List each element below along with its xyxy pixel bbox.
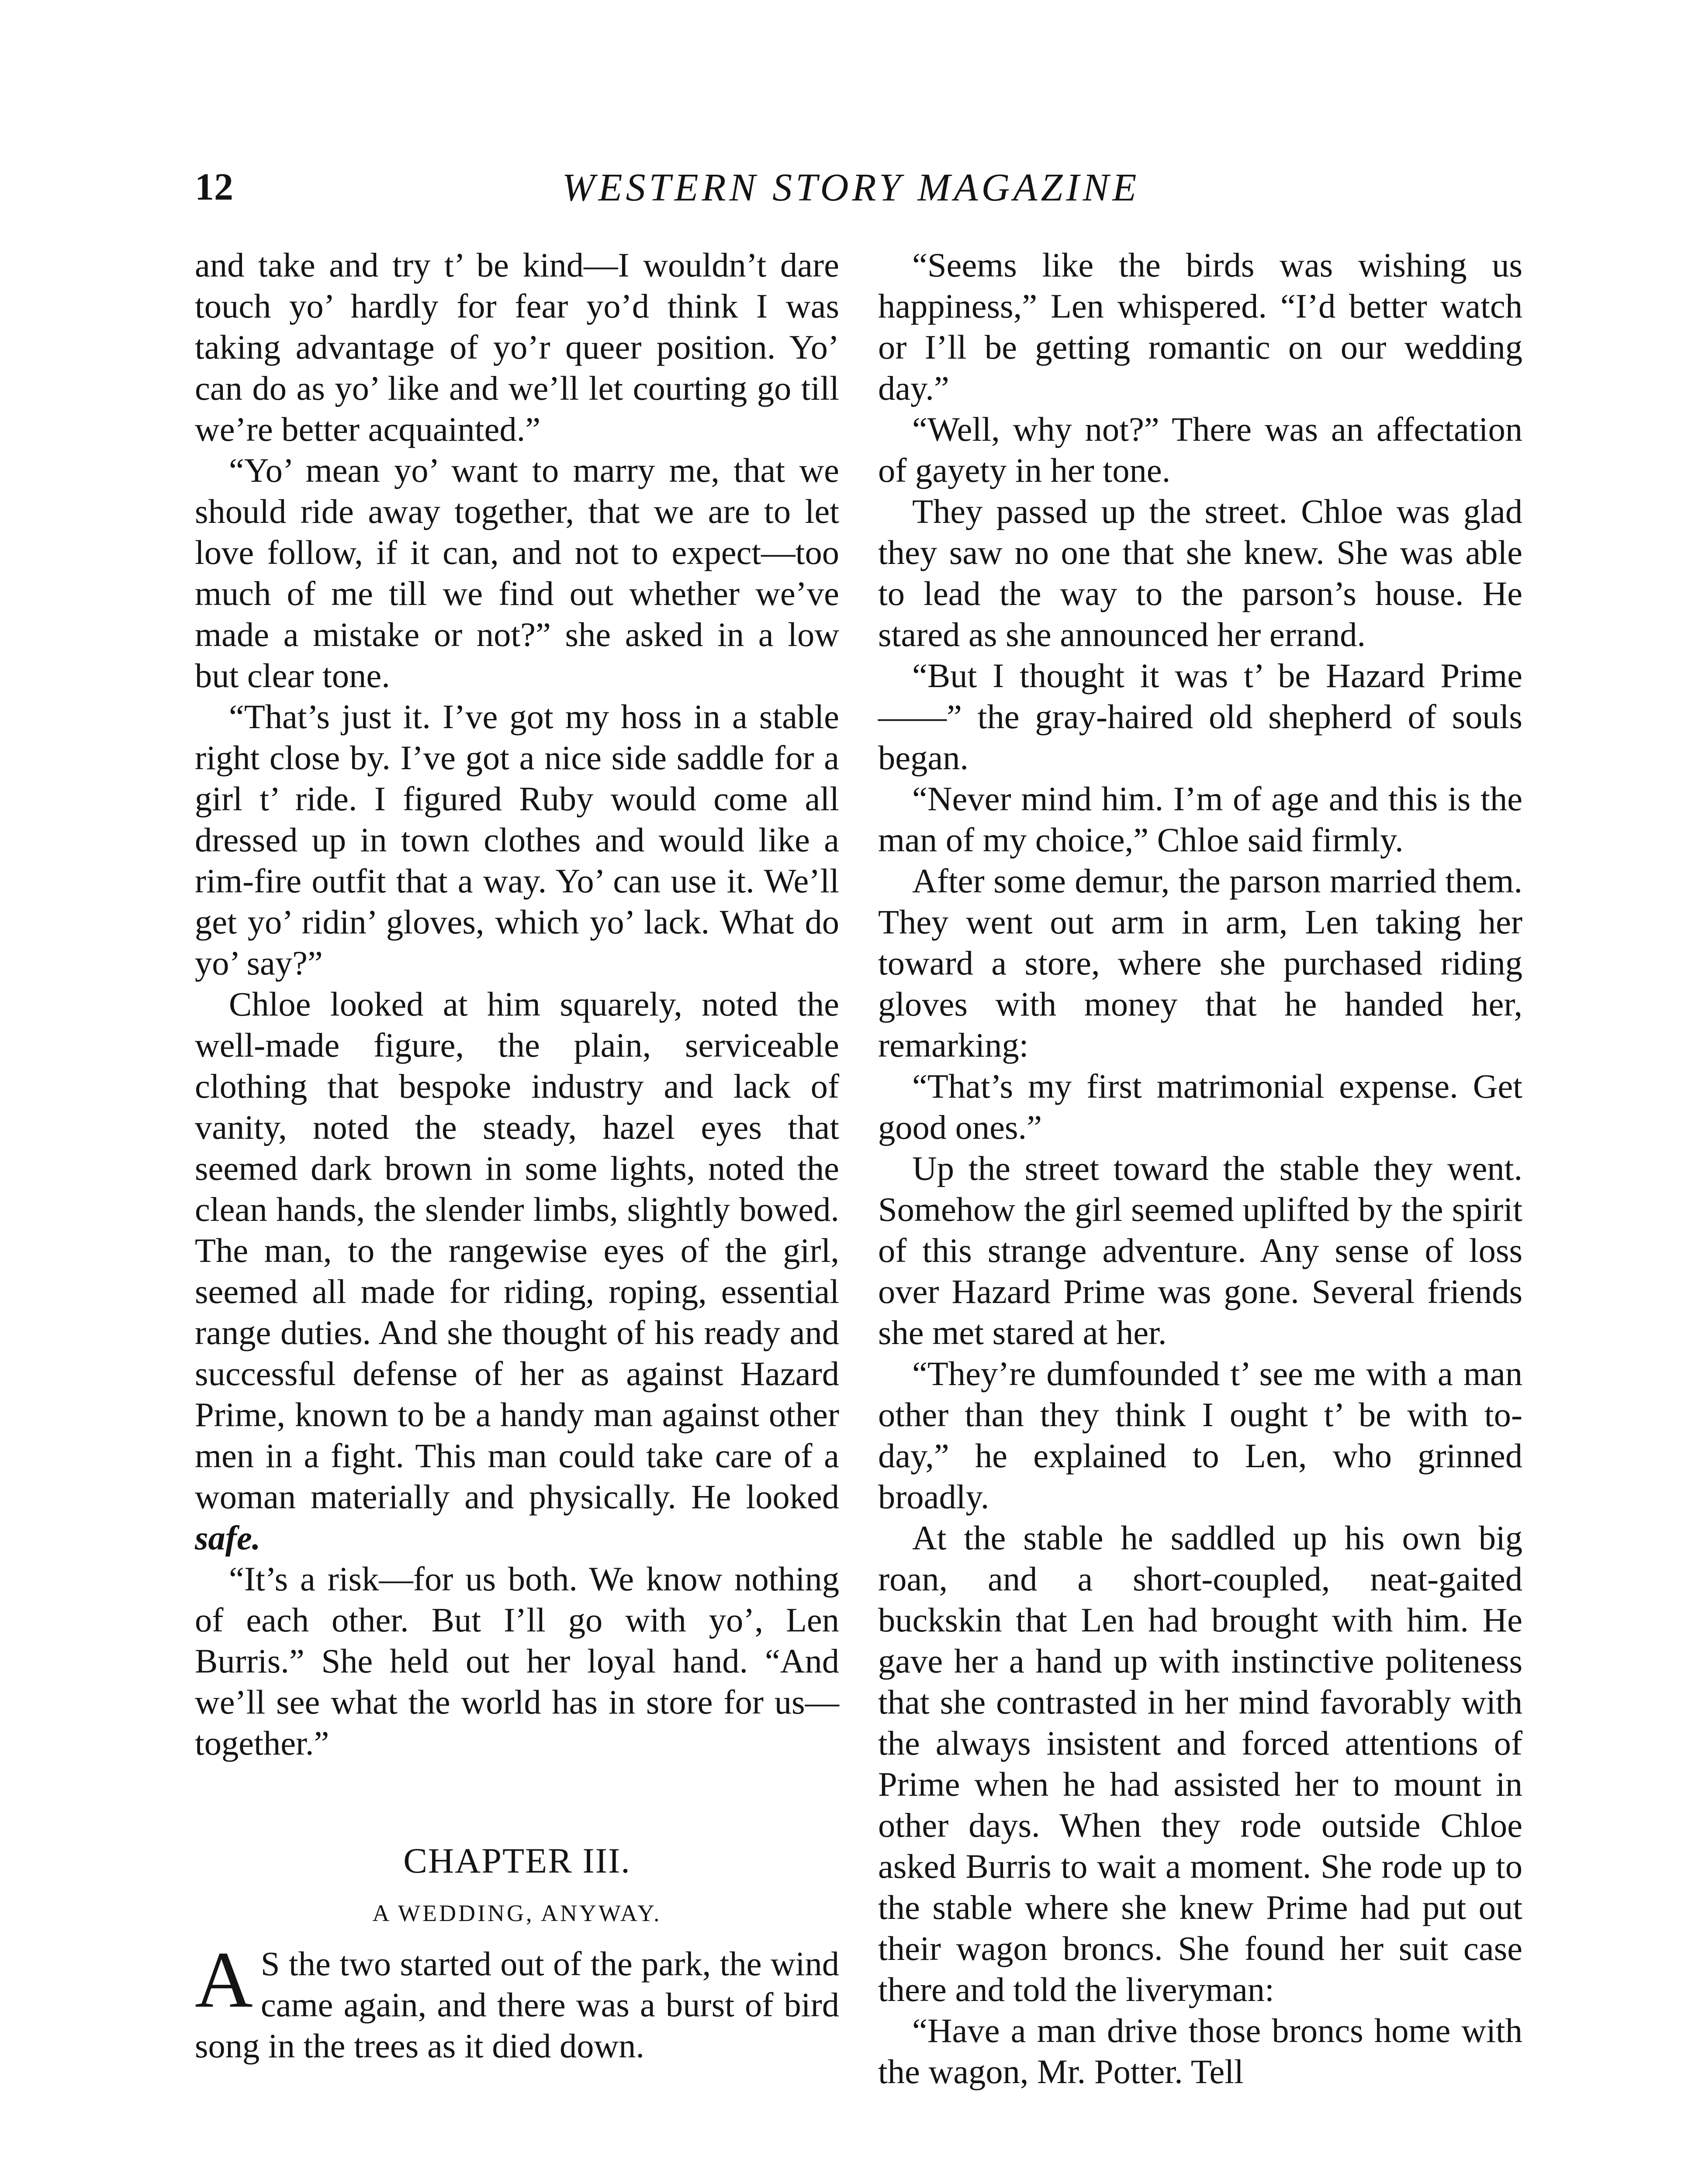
paragraph: “It’s a risk—for us both. We know nothing of each other. But I’ll go with yo’, Len Burris.” She held out her loyal hand. “And we’ll see what the world has in store for us—together.” (195, 1560, 839, 1762)
drop-cap: A (195, 1935, 253, 2024)
emphasis-word: safe. (195, 1519, 261, 1557)
paragraph: “But I thought it was t’ be Hazard Prime——” the gray-haired old shepherd of souls began. (878, 657, 1522, 777)
paragraph-text: S the two started out of the park, the wind came again, and there was a burst of bird song in the trees as it died down. (195, 1945, 839, 2065)
paragraph: “They’re dumfounded t’ see me with a man other than they think I ought t’ be with to-day,” he explained to Len, who grinned broadly. (878, 1355, 1522, 1516)
paragraph: “Seems like the birds was wishing us happiness,” Len whispered. “I’d better watch or I’ll be getting romantic on our wedding day.” (878, 246, 1522, 407)
left-column (195, 245, 839, 2067)
paragraph: “That’s my first matrimonial expense. Get good ones.” (878, 1067, 1522, 1146)
paragraph (195, 984, 839, 1559)
paragraph: At the stable he saddled up his own big roan, and a short-coupled, neat-gaited buckskin that Len had brought with him. He gave her a hand up with instinctive politeness that she contrasted in her mind favorably with the always insistent and forced attentions of Prime when he had assisted her to mount in other days. When they rode outside Chloe asked Burris to wait a moment. She rode up to the stable where she knew Prime had put out their wagon broncs. She found her suit case there and told the liveryman: (878, 1519, 1522, 2008)
chapter-title: CHAPTER III. (403, 1841, 631, 1880)
page-number: 12 (195, 166, 233, 208)
paragraph: “Yo’ mean yo’ want to marry me, that we should ride away together, that we are to let love follow, if it can, and not to expect—too much of me till we find out whether we’ve made a mistake or not?” she asked in a low but clear tone. (195, 451, 839, 695)
paragraph: “Never mind him. I’m of age and this is the man of my choice,” Chloe said firmly. (878, 780, 1522, 859)
paragraph-text: Chloe looked at him squarely, noted the well-made figure, the plain, serviceable clothing that bespoke industry and lack of vanity, noted the steady, hazel eyes that seemed dark brown in some lights, noted the clean hands, the slender limbs, slightly bowed. The man, to the rangewise eyes of the girl, seemed all made for riding, roping, essential range duties. And she thought of his ready and successful defense of her as against Hazard Prime, known to be a handy man against other men in a fight. This man could take care of a woman materially and physically. He looked (195, 985, 839, 1516)
paragraph: After some demur, the parson married them. They went out arm in arm, Len taking her toward a store, where she purchased riding gloves with money that he handed her, remarking: (878, 862, 1522, 1064)
chapter-subtitle: A WEDDING, ANYWAY. (372, 1900, 662, 1926)
paragraph: Up the street toward the stable they went. Somehow the girl seemed uplifted by the spirit of this strange adventure. Any sense of loss over Hazard Prime was gone. Several friends she met stared at her. (878, 1149, 1522, 1351)
paragraph: “That’s just it. I’ve got my hoss in a stable right close by. I’ve got a nice side saddle for a girl t’ ride. I figured Ruby would come all dressed up in town clothes and would like a rim-fire outfit that a way. Yo’ can use it. We’ll get yo’ ridin’ gloves, which yo’ lack. What do yo’ say?” (195, 698, 839, 982)
paragraph: They passed up the street. Chloe was glad they saw no one that she knew. She was able to lead the way to the parson’s house. He stared as she announced her errand. (878, 492, 1522, 653)
paragraph: and take and try t’ be kind—I wouldn’t dare touch yo’ hardly for fear yo’d think I was taking advantage of yo’r queer position. Yo’ can do as yo’ like and we’ll let courting go till we’re better acquainted.” (195, 246, 839, 448)
paragraph: “Have a man drive those broncs home with the wagon, Mr. Potter. Tell (878, 2011, 1522, 2091)
right-column (878, 245, 1522, 2092)
paragraph: “Well, why not?” There was an affectation of gayety in her tone. (878, 410, 1522, 489)
running-head: WESTERN STORY MAGAZINE (562, 166, 1140, 209)
drop-cap-paragraph (195, 1935, 839, 2067)
